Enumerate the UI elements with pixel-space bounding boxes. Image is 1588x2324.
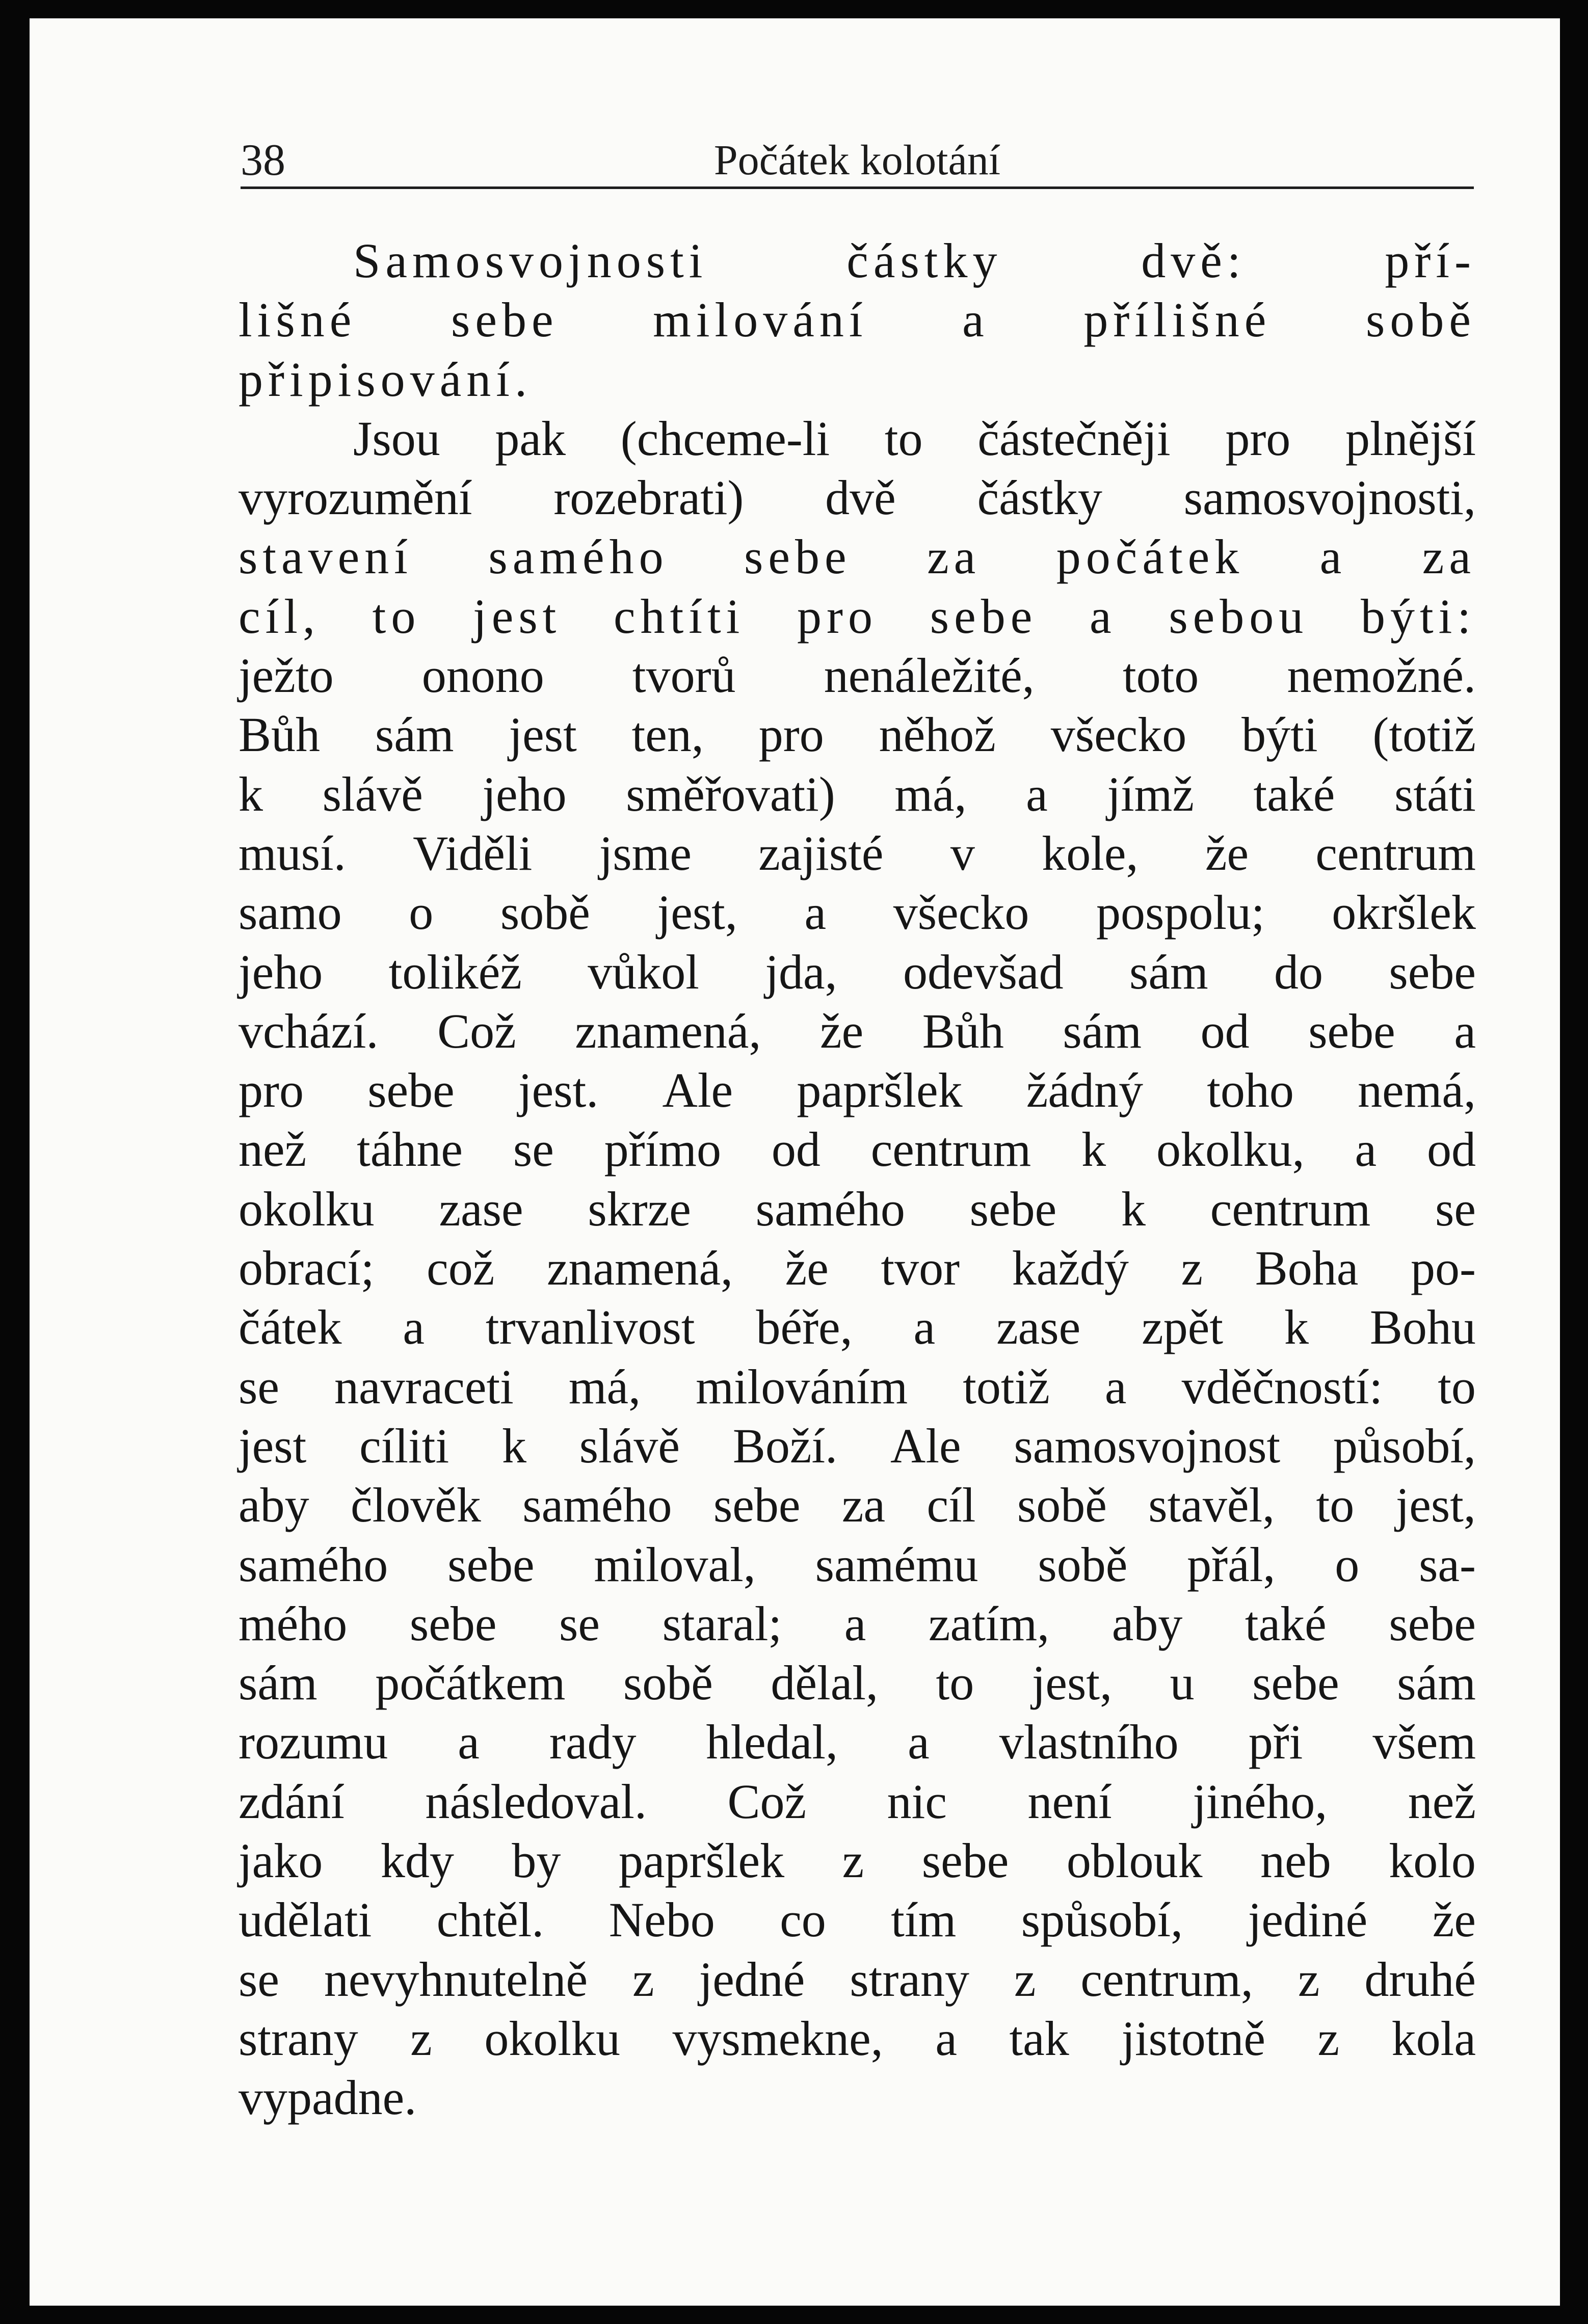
word: mého (239, 1596, 348, 1651)
word: ježto (239, 648, 334, 703)
word: čátek (239, 1300, 342, 1355)
word: nevyhnutelně (324, 1952, 588, 2007)
word: z (632, 1952, 654, 2007)
word: Což (437, 1003, 516, 1058)
word: z (1014, 1952, 1036, 2007)
word: staral; (662, 1596, 782, 1651)
word: kolo (1389, 1833, 1476, 1888)
word: cíliti (359, 1418, 449, 1473)
text-line (239, 290, 1476, 350)
word: sebe (367, 1063, 455, 1118)
word: skrze (588, 1181, 691, 1236)
word: Jsou (353, 411, 440, 466)
text-line (239, 1890, 1476, 1949)
word: znamená, (546, 1241, 733, 1296)
word: Bohu (1369, 1300, 1476, 1355)
word: o (409, 885, 434, 940)
word: při (1248, 1715, 1303, 1770)
word: v (950, 825, 975, 880)
word: všecko (1050, 707, 1187, 762)
word: samosvojnosti, (1183, 470, 1476, 525)
word: trvanlivost (485, 1300, 695, 1355)
word: stavěl, (1148, 1478, 1275, 1533)
word: pro (797, 589, 878, 644)
word: musí. (239, 825, 346, 880)
page-number: 38 (241, 136, 285, 185)
word: zase (439, 1181, 523, 1236)
text-line: připisování. (239, 352, 532, 407)
word: pro (239, 1063, 304, 1118)
word: nic (887, 1774, 947, 1829)
word: udělati (239, 1892, 372, 1947)
word: od (1426, 1122, 1476, 1177)
word: také (1253, 766, 1335, 821)
text-line (239, 231, 1476, 290)
word: přál, (1187, 1537, 1276, 1592)
word: Viděli (413, 825, 533, 880)
word: aby (1111, 1596, 1183, 1651)
text-line (239, 2009, 1476, 2068)
word: z (842, 1833, 864, 1888)
word: lišné (239, 292, 357, 348)
word: za (1422, 529, 1476, 584)
word: sebou (1169, 589, 1309, 644)
word: kole, (1042, 825, 1139, 880)
word: jeho (482, 766, 567, 821)
word: samo (239, 885, 342, 940)
word: a (1026, 766, 1048, 821)
word: to (884, 411, 923, 466)
word: býti: (1360, 589, 1476, 644)
word: hledal, (706, 1715, 838, 1770)
word: sám (1397, 1655, 1476, 1711)
text-line (239, 1653, 1476, 1713)
text-line (239, 1535, 1476, 1594)
word: a (962, 292, 989, 348)
word: samého (755, 1181, 905, 1236)
word: cíl (927, 1478, 976, 1533)
word: následoval. (425, 1774, 647, 1829)
word: sa- (1419, 1537, 1476, 1592)
word: toto (1122, 648, 1199, 703)
word: zajisté (758, 825, 884, 880)
word: cíl, (239, 589, 320, 644)
text-line (239, 765, 1476, 824)
word: sám (375, 707, 454, 762)
word: za (841, 1478, 886, 1533)
word: navraceti (334, 1359, 514, 1414)
word: k (1121, 1181, 1146, 1236)
word: pro (758, 707, 824, 762)
word: sebe (1389, 1596, 1476, 1651)
word: strany (850, 1952, 969, 2007)
running-title: Počátek kolotání (713, 137, 1001, 184)
word: oblouk (1066, 1833, 1203, 1888)
word: rozebrati) (553, 470, 744, 525)
word: sebe (969, 1181, 1057, 1236)
word: rady (549, 1715, 637, 1770)
text-line (239, 1476, 1476, 1535)
word: centrum, (1080, 1952, 1253, 2007)
word: pro (1225, 411, 1291, 466)
word: Samosvojnosti (353, 233, 708, 288)
word: z (1317, 2011, 1340, 2066)
word: by (512, 1833, 561, 1888)
word: co (780, 1892, 826, 1947)
word: jest (509, 707, 577, 762)
text-line (239, 1950, 1476, 2009)
word: (totiž (1372, 707, 1476, 762)
word: znamená, (575, 1003, 761, 1058)
word: samého (239, 1537, 388, 1592)
word: pak (495, 411, 566, 466)
word: jest, (657, 885, 737, 940)
text-line (239, 1594, 1476, 1653)
text-line (239, 1713, 1476, 1772)
word: o (1335, 1537, 1360, 1592)
word: zatím, (928, 1596, 1050, 1651)
word: Bůh (239, 707, 321, 762)
word: sám (1063, 1003, 1142, 1058)
word: částky (977, 470, 1102, 525)
word: a (403, 1300, 425, 1355)
text-line (239, 1180, 1476, 1239)
word: jest (473, 589, 562, 644)
word: ten, (631, 707, 704, 762)
book-page (30, 18, 1560, 2306)
word: sobě (1366, 292, 1476, 348)
word: sobě (500, 885, 590, 940)
word: do (1274, 944, 1324, 999)
text-line (239, 883, 1476, 942)
word: centrum (1210, 1181, 1371, 1236)
word: centrum (1315, 825, 1476, 880)
word: táhne (357, 1122, 463, 1177)
word: vysmekne, (672, 2011, 883, 2066)
word: což (427, 1241, 495, 1296)
text-line: vypadne. (239, 2070, 417, 2125)
word: se (239, 1359, 279, 1414)
word: od (1200, 1003, 1250, 1058)
word: sobě (1038, 1537, 1128, 1592)
word: okolku (484, 2011, 620, 2066)
word: totiž (963, 1359, 1050, 1414)
word: rozumu (239, 1715, 388, 1770)
text-line (239, 705, 1476, 764)
word: sám (1129, 944, 1208, 999)
word: zdání (239, 1774, 345, 1829)
word: a (913, 1300, 936, 1355)
word: tvorů (632, 648, 736, 703)
word: Ale (662, 1063, 733, 1118)
word: chtěl. (436, 1892, 544, 1947)
word: pospolu; (1096, 885, 1265, 940)
word: počátek (1056, 529, 1245, 584)
word: se (559, 1596, 600, 1651)
word: sebe (744, 529, 852, 584)
word: působí, (1333, 1418, 1476, 1473)
word: kola (1391, 2011, 1476, 2066)
word: člověk (351, 1478, 481, 1533)
word: Nebo (608, 1892, 715, 1947)
word: kdy (380, 1833, 454, 1888)
word: jistotně (1121, 2011, 1265, 2066)
word: částečněji (977, 411, 1171, 466)
word: sebe (921, 1833, 1009, 1888)
word: a (844, 1596, 866, 1651)
word: a (908, 1715, 930, 1770)
text-line (239, 1357, 1476, 1417)
word: dvě: (1141, 233, 1246, 288)
word: sobě (1017, 1478, 1107, 1533)
word: sebe (447, 1537, 535, 1592)
word: béře, (756, 1300, 853, 1355)
word: k (239, 766, 263, 821)
word: okolku, (1156, 1122, 1305, 1177)
text-line (239, 1298, 1476, 1357)
word: to (1316, 1478, 1355, 1533)
word: stavení (239, 529, 413, 584)
word: od (771, 1122, 821, 1177)
word: žádný (1026, 1063, 1143, 1118)
word: samému (815, 1537, 978, 1592)
word: tolikéž (388, 944, 522, 999)
word: nenáležité, (824, 648, 1035, 703)
word: přímo (604, 1122, 721, 1177)
word: a (1454, 1003, 1476, 1058)
text-line (239, 1002, 1476, 1061)
word: jest. (518, 1063, 599, 1118)
word: papršlek (618, 1833, 785, 1888)
word: se (513, 1122, 554, 1177)
word: nemožné. (1287, 648, 1476, 703)
word: slávě (322, 766, 423, 821)
word: se (1435, 1181, 1476, 1236)
word: jiného, (1193, 1774, 1328, 1829)
word: vchází. (239, 1003, 379, 1058)
word: každý (1012, 1241, 1129, 1296)
word: a (1319, 529, 1347, 584)
text-line (239, 646, 1476, 705)
word: než (1408, 1774, 1476, 1829)
word: plnější (1345, 411, 1476, 466)
text-line (239, 943, 1476, 1002)
word: to (1438, 1359, 1476, 1414)
word: onono (421, 648, 544, 703)
word: sebe (409, 1596, 497, 1651)
text-line (239, 1831, 1476, 1890)
word: přílišné (1083, 292, 1272, 348)
word: toho (1207, 1063, 1294, 1118)
word: a (1104, 1359, 1127, 1414)
word: sebe (713, 1478, 801, 1533)
text-line (239, 1239, 1476, 1298)
word: druhé (1364, 1952, 1476, 2007)
word: vděčností: (1181, 1359, 1383, 1414)
word: sobě (623, 1655, 713, 1711)
word: směřovati) (626, 766, 835, 821)
word: není (1027, 1774, 1112, 1829)
word: jako (239, 1833, 323, 1888)
word: (chceme-li (620, 411, 830, 466)
word: z (1181, 1241, 1203, 1296)
word: částky (846, 233, 1002, 288)
word: odevšad (903, 944, 1064, 999)
word: sám (239, 1655, 317, 1711)
word: milováním (696, 1359, 908, 1414)
word: a (1090, 589, 1117, 644)
text-line (239, 1417, 1476, 1476)
word: k (1284, 1300, 1309, 1355)
word: spůsobí, (1021, 1892, 1183, 1947)
word: a (935, 2011, 957, 2066)
word: aby (239, 1478, 309, 1533)
word: že (819, 1003, 864, 1058)
word: jímž (1107, 766, 1194, 821)
word: k (1081, 1122, 1106, 1177)
word: má, (894, 766, 967, 821)
word: vyrozumění (239, 470, 472, 525)
word: počátkem (375, 1655, 566, 1711)
word: všem (1372, 1715, 1476, 1770)
text-line (239, 1120, 1476, 1179)
word: že (1432, 1892, 1476, 1947)
word: a (804, 885, 827, 940)
word: to (936, 1655, 974, 1711)
word: sebe (1308, 1003, 1395, 1058)
word: milování (653, 292, 868, 348)
word: než (239, 1122, 307, 1177)
word: býti (1241, 707, 1318, 762)
word: z (410, 2011, 432, 2066)
word: dvě (825, 470, 896, 525)
word: Boží. (732, 1418, 838, 1473)
text-line (239, 1772, 1476, 1831)
word: Bůh (922, 1003, 1004, 1058)
word: se (239, 1952, 279, 2007)
word: všecko (893, 885, 1029, 940)
word: po- (1410, 1241, 1476, 1296)
word: samého (522, 1478, 672, 1533)
text-line (239, 409, 1476, 468)
word: jsme (599, 825, 692, 880)
word: nemá, (1358, 1063, 1476, 1118)
word: a (1355, 1122, 1377, 1177)
body-text (239, 231, 1476, 2128)
word: jest, (1395, 1478, 1476, 1533)
page-header (241, 125, 1474, 189)
word: dělal, (771, 1655, 878, 1711)
word: strany (239, 2011, 358, 2066)
word: tvor (881, 1241, 960, 1296)
word: jediné (1248, 1892, 1368, 1947)
word: z (1298, 1952, 1320, 2007)
word: má, (568, 1359, 641, 1414)
text-line (239, 1061, 1476, 1120)
word: zase (996, 1300, 1081, 1355)
text-line (239, 587, 1476, 646)
text-line (239, 527, 1476, 586)
word: Boha (1255, 1241, 1359, 1296)
word: zpět (1142, 1300, 1224, 1355)
text-line (239, 468, 1476, 527)
word: neb (1260, 1833, 1331, 1888)
word: a (458, 1715, 480, 1770)
word: samosvojnost (1014, 1418, 1281, 1473)
word: vlastního (999, 1715, 1179, 1770)
word: papršlek (797, 1063, 963, 1118)
word: jedné (699, 1952, 805, 2007)
word: jest (239, 1418, 307, 1473)
word: okolku (239, 1181, 375, 1236)
word: že (1205, 825, 1249, 880)
word: pří- (1385, 233, 1476, 288)
word: tím (891, 1892, 957, 1947)
word: vůkol (588, 944, 699, 999)
word: to (372, 589, 421, 644)
word: slávě (579, 1418, 680, 1473)
word: Ale (890, 1418, 961, 1473)
word: také (1245, 1596, 1327, 1651)
word: u (1170, 1655, 1195, 1711)
word: samého (488, 529, 669, 584)
word: jeho (239, 944, 323, 999)
word: sebe (1252, 1655, 1339, 1711)
word: k (501, 1418, 526, 1473)
word: že (785, 1241, 829, 1296)
word: jda, (765, 944, 837, 999)
word: jest, (1031, 1655, 1113, 1711)
word: tak (1009, 2011, 1069, 2066)
word: miloval, (594, 1537, 756, 1592)
word: za (927, 529, 981, 584)
word: Což (727, 1774, 807, 1829)
word: obrací; (239, 1241, 375, 1296)
word: centrum (870, 1122, 1031, 1177)
word: sebe (451, 292, 559, 348)
word: státi (1394, 766, 1476, 821)
word: něhož (879, 707, 996, 762)
word: sebe (1389, 944, 1476, 999)
word: chtíti (614, 589, 745, 644)
word: sebe (930, 589, 1038, 644)
text-line (239, 824, 1476, 883)
word: okršlek (1332, 885, 1476, 940)
